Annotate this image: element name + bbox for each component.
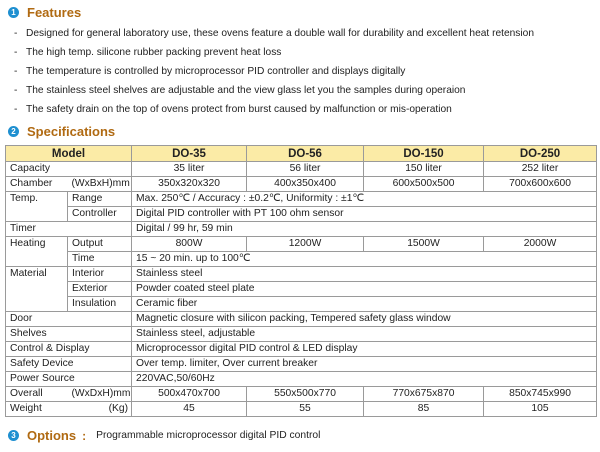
table-cell: Ceramic fiber (132, 297, 597, 312)
table-cell: 35 liter (132, 162, 247, 177)
table-row-heating-time (6, 252, 597, 267)
row-group-label: Temp. (6, 192, 68, 222)
table-row-weight (6, 402, 597, 417)
row-unit: (WxDxH)mm (68, 387, 132, 402)
table-row-control-display (6, 342, 597, 357)
row-sublabel: Controller (68, 207, 132, 222)
table-cell: 400x350x400 (247, 177, 364, 192)
table-cell: 500x470x700 (132, 387, 247, 402)
row-sublabel: Exterior (68, 282, 132, 297)
table-row-safety-device (6, 357, 597, 372)
row-label: Overall (6, 387, 68, 402)
row-group-label: Heating (6, 237, 68, 267)
table-cell: Microprocessor digital PID control & LED display (132, 342, 597, 357)
table-row-power-source (6, 372, 597, 387)
features-list (14, 24, 534, 119)
table-cell: 350x320x320 (132, 177, 247, 192)
row-label: Safety Device (6, 357, 132, 372)
table-cell: 252 liter (484, 162, 597, 177)
row-label: Door (6, 312, 132, 327)
row-label: Capacity (6, 162, 132, 177)
table-cell: 150 liter (364, 162, 484, 177)
number-1-badge-icon: 1 (8, 7, 19, 18)
table-cell: 85 (364, 402, 484, 417)
row-label: Shelves (6, 327, 132, 342)
model-header-cell: DO-56 (247, 146, 364, 162)
options-text: Programmable microprocessor digital PID control (96, 430, 321, 441)
number-2-badge-icon: 2 (8, 126, 19, 137)
feature-item: - The temperature is controlled by microprocessor PID controller and displays digitally (14, 66, 406, 77)
options-title: Options (27, 428, 77, 443)
table-cell: 56 liter (247, 162, 364, 177)
feature-item: - The stainless steel shelves are adjustable and the view glass let you the samples during operaion (14, 85, 466, 96)
table-row-material-exterior (6, 282, 597, 297)
feature-item: - The high temp. silicone rubber packing prevent heat loss (14, 47, 282, 58)
table-cell: 770x675x870 (364, 387, 484, 402)
specifications-title: Specifications (27, 124, 116, 139)
table-row-capacity (6, 162, 597, 177)
specifications-heading (8, 124, 115, 139)
table-row-temp-controller (6, 207, 597, 222)
table-cell: Digital PID controller with PT 100 ohm sensor (132, 207, 597, 222)
table-cell: Max. 250℃ / Accuracy : ±0.2℃, Uniformity : ±1℃ (132, 192, 597, 207)
table-cell: 45 (132, 402, 247, 417)
table-cell: Stainless steel, adjustable (132, 327, 597, 342)
model-header-cell: DO-250 (484, 146, 597, 162)
feature-item: - The safety drain on the top of ovens protect from burst caused by malfunction or mis-operation (14, 104, 452, 115)
row-sublabel: Output (68, 237, 132, 252)
table-row-heating-output (6, 237, 597, 252)
table-cell: 800W (132, 237, 247, 252)
table-cell: 105 (484, 402, 597, 417)
row-label: Weight (6, 402, 68, 417)
row-sublabel: Interior (68, 267, 132, 282)
row-label: Power Source (6, 372, 132, 387)
model-header-cell: DO-35 (132, 146, 247, 162)
table-header-row (6, 146, 597, 162)
table-row-temp-range (6, 192, 597, 207)
row-label: Timer (6, 222, 132, 237)
table-cell: Powder coated steel plate (132, 282, 597, 297)
table-cell: 15 ~ 20 min. up to 100℃ (132, 252, 597, 267)
table-row-door (6, 312, 597, 327)
table-row-overall (6, 387, 597, 402)
table-cell: 2000W (484, 237, 597, 252)
model-header-cell: DO-150 (364, 146, 484, 162)
table-cell: 600x500x500 (364, 177, 484, 192)
feature-item: - Designed for general laboratory use, these ovens feature a double wall for durability and excellent heat retension (14, 28, 534, 39)
features-heading (8, 5, 81, 20)
options-colon: : (82, 428, 87, 443)
table-cell: 55 (247, 402, 364, 417)
row-sublabel: Range (68, 192, 132, 207)
table-row-shelves (6, 327, 597, 342)
table-row-material-interior (6, 267, 597, 282)
row-sublabel: Insulation (68, 297, 132, 312)
row-unit: (Kg) (68, 402, 132, 417)
table-cell: 700x600x600 (484, 177, 597, 192)
table-row-timer (6, 222, 597, 237)
features-title: Features (27, 5, 82, 20)
table-cell: 220VAC,50/60Hz (132, 372, 597, 387)
model-header: Model (6, 146, 132, 162)
row-sublabel: Time (68, 252, 132, 267)
table-cell: Stainless steel (132, 267, 597, 282)
table-cell: 550x500x770 (247, 387, 364, 402)
table-cell: Magnetic closure with silicon packing, Tempered safety glass window (132, 312, 597, 327)
row-label: Chamber (6, 177, 68, 192)
table-cell: Digital / 99 hr, 59 min (132, 222, 597, 237)
number-3-badge-icon: 3 (8, 430, 19, 441)
table-cell: 850x745x990 (484, 387, 597, 402)
table-row-chamber (6, 177, 597, 192)
table-cell: 1500W (364, 237, 484, 252)
row-unit: (WxBxH)mm (68, 177, 132, 192)
table-row-material-insulation (6, 297, 597, 312)
options-section (8, 428, 320, 443)
row-group-label: Material (6, 267, 68, 312)
specifications-table (5, 145, 597, 417)
table-cell: 1200W (247, 237, 364, 252)
table-cell: Over temp. limiter, Over current breaker (132, 357, 597, 372)
row-label: Control & Display (6, 342, 132, 357)
